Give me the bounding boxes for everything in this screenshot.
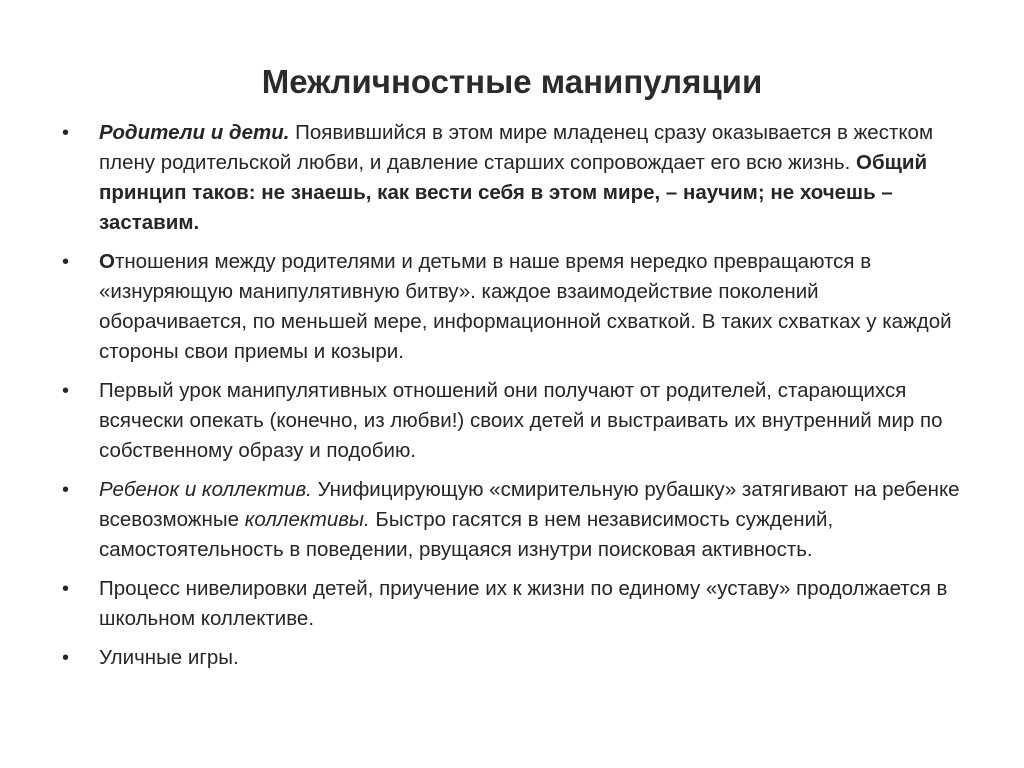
bullet-item-first-lesson [62,376,967,466]
bullet-first-letter: О [99,250,115,273]
bullet-list [62,118,967,682]
bullet-italic-word: коллективы. [244,508,370,531]
bullet-emphasis: Общий принцип таков: не знаешь, как вести себя в этом мире, – научим; не хочешь – заставим. [99,151,928,234]
bullet-text: Первый урок манипулятивных отношений они получают от родителей, старающихся всячески опекать (конечно, из любви!) своих детей и выстраивать их внутренний мир по собственному образу и подобию. [99,379,943,462]
bullet-item-street-games [62,643,967,673]
bullet-dot-icon: • [62,578,70,600]
bullet-dot-icon: • [62,647,70,669]
bullet-item-child-collective [62,475,967,565]
bullet-item-relations [62,247,967,367]
bullet-text: тношения между родителями и детьми в наше время нередко превращаются в «изнуряющую манипулятивную битву». каждое взаимодействие поколений оборачивается, по меньшей мере, информационной схваткой. В таких схватках у каждой стороны свои приемы и козыри. [99,250,952,363]
bullet-lead: Родители и дети. [99,121,290,144]
bullet-dot-icon: • [62,479,70,501]
bullet-text: Появившийся в этом мире младенец сразу оказывается в жестком плену родительской любви, и давление старших сопровождает его всю жизнь. [99,121,934,174]
bullet-lead: Ребенок и коллектив. [99,478,312,501]
bullet-dot-icon: • [62,380,70,402]
slide-title: Межличностные манипуляции [261,63,763,100]
bullet-item-leveling [62,574,967,634]
bullet-text: Унифицирующую «смирительную рубашку» затягивают на ребенке всевозможные [99,478,960,531]
bullet-item-parents-children [62,118,967,238]
bullet-text: Уличные игры. [99,646,239,669]
bullet-text-continued: Быстро гасятся в нем независимость суждений, самостоятельность в поведении, рвущаяся изнутри поисковая активность. [99,508,834,561]
bullet-dot-icon: • [62,251,70,273]
bullet-text: Процесс нивелировки детей, приучение их к жизни по единому «уставу» продолжается в школьном коллективе. [99,577,948,630]
bullet-dot-icon: • [62,122,70,144]
